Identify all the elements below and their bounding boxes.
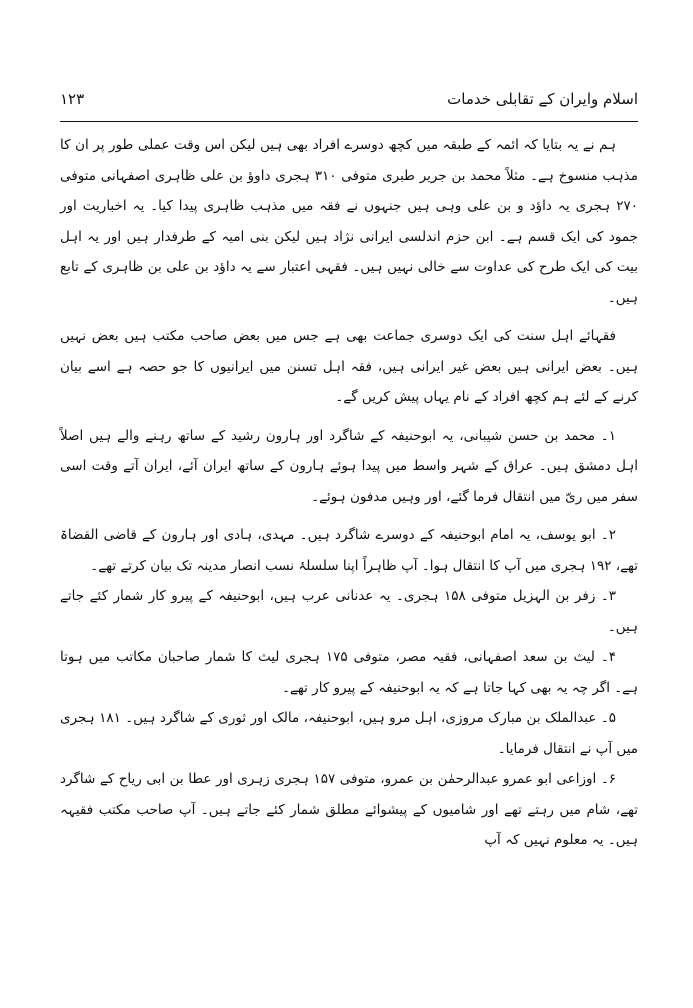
body-text: [60, 130, 638, 856]
list-item-abu-yusuf: ۲۔ ابو یوسف، یہ امام ابوحنیفہ کے دوسرے شاگرد ہیں۔ مہدی، ہادی اور ہارون کے قاضی القضاۃ تھے، ۱۹۲ ہجری میں آپ کا انتقال ہوا۔ آپ ظاہراً اپنا سلسلۂ نسب انصار مدینہ تک بیان کرتے تھے۔: [60, 527, 638, 574]
list-item-abdulmalik: ۵۔ عبدالملک بن مبارک مروزی، اہل مرو ہیں، ابوحنیفہ، مالک اور ثوری کے شاگرد ہیں۔ ۱۸۱ ہجری میں آپ نے انتقال فرمایا۔: [60, 710, 638, 757]
paragraph-intro: ہم نے یہ بتایا کہ ائمہ کے طبقہ میں کچھ دوسرے افراد بھی ہیں لیکن اس وقت عملی طور پر ان کا مذہب منسوخ ہے۔ مثلاً محمد بن جریر طبری متوفی ۳۱۰ ہجری داوؤ بن علی ظاہری اصفہانی متوفی ۲۷۰ ہجری یہ داؤد و بن علی وہی ہیں جنہوں نے فقہ میں مذہب ظاہری پیدا کیا۔ یہ اخباریت اور جمود کی ایک قسم ہے۔ ابن حزم اندلسی ایرانی نژاد ہیں لیکن بنی امیہ کے طرفدار ہیں اور یہ اہل بیت کی ایک طرح کی عداوت سے خالی نہیں ہیں۔ فقہی اعتبار سے یہ داؤد بن علی بن ظاہری کے تابع ہیں۔: [60, 137, 639, 306]
page-number: ۱۲۳: [60, 90, 85, 108]
list-item-awzai: ۶۔ اوزاعی ابو عمرو عبدالرحمٰن بن عمرو، متوفی ۱۵۷ ہجری زہری اور عطا بن ابی ریاح کے شاگرد تھے، شام میں رہتے تھے اور شامیوں کے پیشوائے مطلق شمار کئے جاتے ہیں۔ آپ صاحب مکتب فقیہہ ہیں۔ یہ معلوم نہیں کہ آپ: [60, 771, 638, 848]
list-item-layth: ۴۔ لیث بن سعد اصفہانی، فقیہ مصر، متوفی ۱۷۵ ہجری لیث کا شمار صاحبان مکاتب میں ہوتا ہے۔ اگر چہ یہ بھی کہا جاتا ہے کہ یہ ابوحنیفہ کے پیرو کار تھے۔: [60, 649, 638, 696]
list-item-zufar: ۳۔ زفر بن الہزیل متوفی ۱۵۸ ہجری۔ یہ عدنانی عرب ہیں، ابوحنیفہ کے پیرو کار شمار کئے جاتے ہیں۔: [60, 588, 638, 635]
running-header: [60, 86, 638, 116]
header-divider: [60, 121, 638, 122]
list-item-shaybani: ۱۔ محمد بن حسن شیبانی، یہ ابوحنیفہ کے شاگرد اور ہارون رشید کے ساتھ رہنے والے ہیں اصلاً اہل دمشق ہیں۔ عراق کے شہر واسط میں پیدا ہوئے ہارون کے ساتھ ایران آئے، ایران آتے وقت اسی سفر میں ریّ میں انتقال فرما گئے، اور وہیں مدفون ہوئے۔: [60, 427, 638, 505]
paragraph-sunni-jurists: فقہائے اہل سنت کی ایک دوسری جماعت بھی ہے جس میں بعض صاحب مکتب ہیں بعض نہیں ہیں۔ بعض ایرانی ہیں بعض غیر ایرانی ہیں، فقہ اہل تسنن میں ایرانیوں کا جو حصہ ہے اسے بیان کرنے کے لئے ہم کچھ افراد کے نام یہاں پیش کریں گے۔: [60, 328, 638, 405]
running-header-title: اسلام وایران کے تقابلی خدمات: [447, 90, 638, 108]
